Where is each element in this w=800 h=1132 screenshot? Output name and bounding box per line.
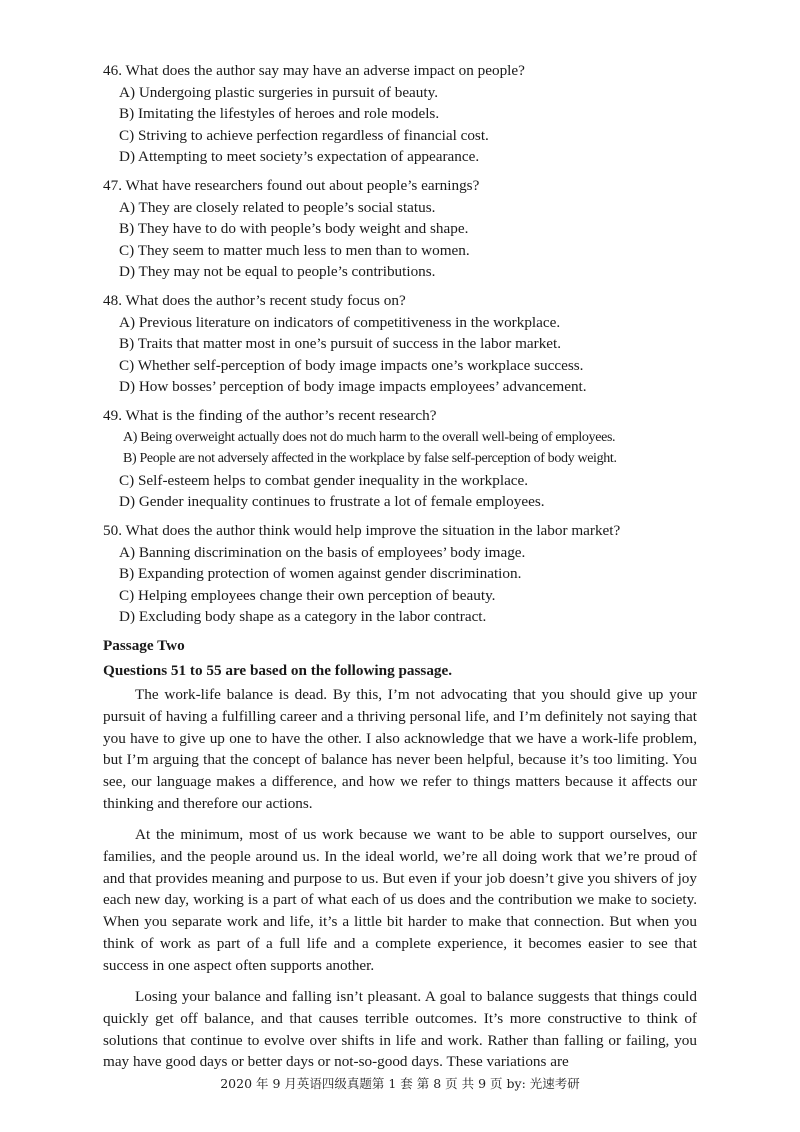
option-b: B) Traits that matter most in one’s pursuit of success in the labor market. [119,335,562,352]
option-c: C) Striving to achieve perfection regardless of financial cost. [119,126,489,144]
option-d: D) They may not be equal to people’s contributions. [119,263,436,280]
option-b: B) Expanding protection of women against gender discrimination. [119,565,522,582]
question-stem: 48. What does the author’s recent study focus on? [103,292,406,309]
option-c: C) They seem to matter much less to men than to women. [119,241,470,259]
option-c: C) Helping employees change their own perception of beauty. [119,586,496,604]
page-footer: 2020 年 9 月英语四级真题第 1 套 第 8 页 共 9 页 by: 光速考研 [220,1076,580,1091]
option-d: D) Attempting to meet society’s expectation of appearance. [119,148,480,165]
passage-paragraph-1: The work-life balance is dead. By this, I’m not advocating that you should give up your pursuit of having a fulfilling career and a thriving personal life, and I’m definitely not saying that you have to give up one to have the other. I also acknowledge that we have a work-life problem, but I’m arguing that the concept of balance has never been helpful, because it’s too limiting. You see, our language makes a difference, and how we refer to things matters because it affects our thinking and therefore our actions. [103,686,697,812]
question-49 [103,405,703,513]
question-stem: 49. What is the finding of the author’s recent research? [103,407,437,424]
question-47 [103,175,703,283]
option-a: A) Banning discrimination on the basis of employees’ body image. [119,543,526,561]
option-d: D) Excluding body shape as a category in the labor contract. [119,608,487,625]
passage-instruction: Questions 51 to 55 are based on the following passage. [103,662,453,679]
option-b: B) People are not adversely affected in the workplace by false self-perception of body weight. [123,451,617,466]
option-a: A) Undergoing plastic surgeries in pursuit of beauty. [119,83,439,101]
option-d: D) How bosses’ perception of body image impacts employees’ advancement. [119,378,587,395]
option-a: A) Being overweight actually does not do much harm to the overall well-being of employees. [123,429,616,445]
option-c: C) Whether self-perception of body image impacts one’s workplace success. [119,356,584,374]
option-b: B) They have to do with people’s body weight and shape. [119,220,469,237]
question-46 [103,60,703,168]
question-stem: 46. What does the author say may have an adverse impact on people? [103,62,525,79]
option-c: C) Self-esteem helps to combat gender inequality in the workplace. [119,471,529,489]
passage-paragraph-3: Losing your balance and falling isn’t pleasant. A goal to balance suggests that things could quickly get off balance, and that causes terrible outcomes. It’s more constructive to think of solutions that continue to evolve over shifts in life and work. Rather than falling or failing, you may have good days or better days or not-so-good days. These variations are [103,988,697,1071]
question-48 [103,290,703,398]
passage-paragraph-2: At the minimum, most of us work because we want to be able to support ourselves, our families, and the people around us. In the ideal world, we’re all doing work that we’re proud of and that provides meaning and purpose to us. But even if your job doesn’t give you shivers of joy each new day, working is a part of what each of us does and the contribution we make to society. When you separate work and life, it’s a little bit harder to make that connection. But when you think of work as part of a full life and a complete experience, it becomes easier to see that success in one aspect often supports another. [103,826,697,974]
option-a: A) They are closely related to people’s social status. [119,198,436,216]
question-stem: 50. What does the author think would help improve the situation in the labor market? [103,522,621,539]
passage-title: Passage Two [103,637,185,654]
option-d: D) Gender inequality continues to frustrate a lot of female employees. [119,493,545,510]
option-b: B) Imitating the lifestyles of heroes and role models. [119,105,440,122]
question-stem: 47. What have researchers found out about people’s earnings? [103,177,480,194]
option-a: A) Previous literature on indicators of competitiveness in the workplace. [119,313,561,331]
question-50 [103,520,703,628]
